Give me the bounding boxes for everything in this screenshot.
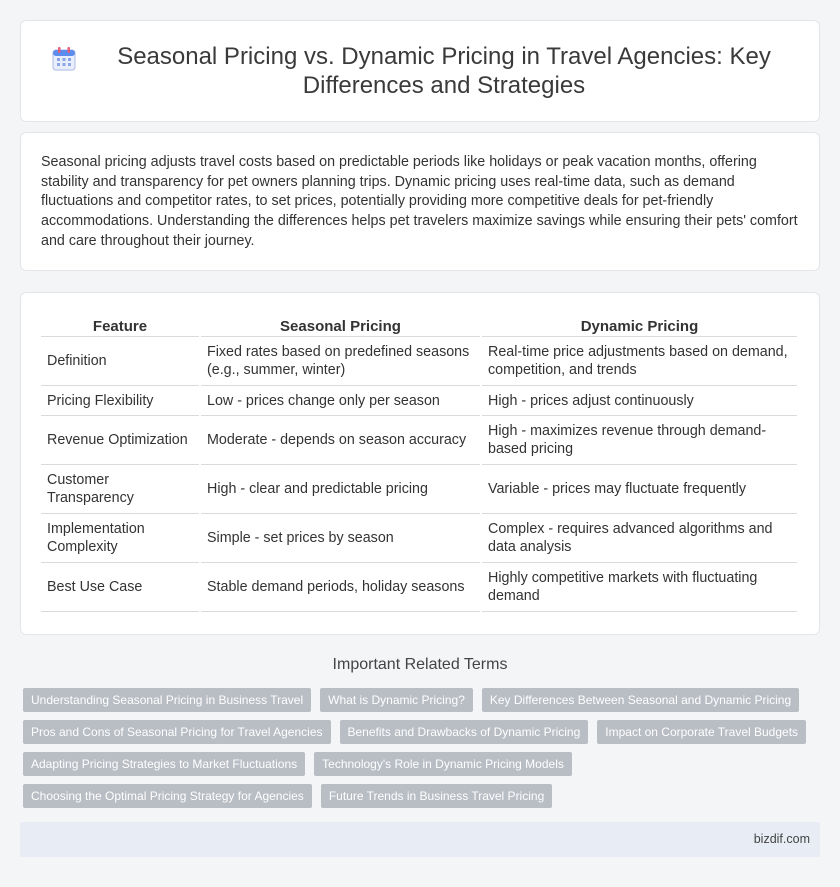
table-row [41, 465, 797, 514]
header-seasonal: Seasonal Pricing [201, 315, 480, 337]
table-cell: Definition [41, 337, 199, 386]
table-row [41, 337, 797, 386]
table-cell: Revenue Optimization [41, 416, 199, 465]
table-cell: Low - prices change only per season [201, 386, 480, 416]
table-cell: High - maximizes revenue through demand-based pricing [482, 416, 797, 465]
table-cell: Pricing Flexibility [41, 386, 199, 416]
table-cell: Complex - requires advanced algorithms and data analysis [482, 514, 797, 563]
footer-brand[interactable]: bizdif.com [753, 832, 810, 846]
related-term-tag[interactable]: Key Differences Between Seasonal and Dynamic Pricing [482, 688, 799, 712]
table-header-row [41, 315, 797, 337]
table-cell: Highly competitive markets with fluctuating demand [482, 563, 797, 612]
table-row [41, 514, 797, 563]
tag-row [23, 720, 823, 744]
header-feature: Feature [41, 315, 199, 337]
related-term-tag[interactable]: What is Dynamic Pricing? [320, 688, 473, 712]
table-cell: Fixed rates based on predefined seasons (e.g., summer, winter) [201, 337, 480, 386]
calendar-icon [51, 46, 77, 72]
table-cell: Simple - set prices by season [201, 514, 480, 563]
table-cell: Variable - prices may fluctuate frequently [482, 465, 797, 514]
intro-card [20, 132, 820, 271]
table-cell: Real-time price adjustments based on demand, competition, and trends [482, 337, 797, 386]
related-term-tag[interactable]: Future Trends in Business Travel Pricing [321, 784, 552, 808]
title-card [20, 20, 820, 122]
related-term-tag[interactable]: Pros and Cons of Seasonal Pricing for Travel Agencies [23, 720, 331, 744]
related-terms-title: Important Related Terms [332, 656, 508, 673]
related-term-tag[interactable]: Adapting Pricing Strategies to Market Fluctuations [23, 752, 305, 776]
table-row [41, 416, 797, 465]
table-row [41, 386, 797, 416]
table-cell: Customer Transparency [41, 465, 199, 514]
related-term-tag[interactable]: Benefits and Drawbacks of Dynamic Pricing [340, 720, 589, 744]
table-cell: Best Use Case [41, 563, 199, 612]
tag-row [23, 784, 823, 808]
comparison-card [20, 292, 820, 635]
comparison-table [39, 315, 799, 612]
header-dynamic: Dynamic Pricing [482, 315, 797, 337]
related-term-tag[interactable]: Understanding Seasonal Pricing in Business Travel [23, 688, 311, 712]
tag-row [23, 688, 823, 712]
related-term-tag[interactable]: Choosing the Optimal Pricing Strategy for Agencies [23, 784, 312, 808]
related-term-tag[interactable]: Technology's Role in Dynamic Pricing Models [314, 752, 572, 776]
related-term-tag[interactable]: Impact on Corporate Travel Budgets [597, 720, 806, 744]
tag-row [23, 752, 823, 776]
intro-paragraph: Seasonal pricing adjusts travel costs based on predictable periods like holidays or peak vacation months, offering stability and transparency for pet owners planning trips. Dynamic pricing uses real-time data, such as demand fluctuations and competitor rates, to set prices, potentially providing more competitive deals for pet-friendly accommodations. Understanding the differences helps pet travelers maximize savings while ensuring their pets' comfort and care throughout their journey. [41, 154, 798, 249]
table-cell: High - prices adjust continuously [482, 386, 797, 416]
table-cell: Moderate - depends on season accuracy [201, 416, 480, 465]
table-cell: High - clear and predictable pricing [201, 465, 480, 514]
table-row [41, 563, 797, 612]
table-cell: Stable demand periods, holiday seasons [201, 563, 480, 612]
table-cell: Implementation Complexity [41, 514, 199, 563]
title-wrap [51, 42, 789, 100]
page-title: Seasonal Pricing vs. Dynamic Pricing in Travel Agencies: Key Differences and Strategies [117, 43, 771, 99]
footer [20, 822, 820, 857]
related-terms-tags [23, 688, 823, 816]
